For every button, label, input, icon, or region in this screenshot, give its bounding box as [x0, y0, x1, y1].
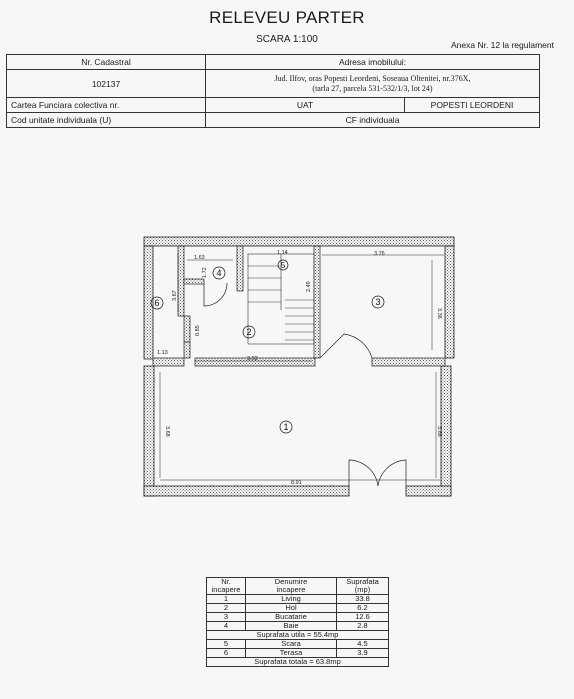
dimension-label: 3.76: [374, 251, 385, 257]
dimension-label: 1.14: [277, 250, 288, 256]
dimension-label: 0.85: [195, 325, 201, 336]
room-nr: 2: [207, 604, 246, 613]
room-nr: 5: [207, 640, 246, 649]
room-area: 2.8: [337, 622, 389, 631]
name-header: [246, 578, 337, 595]
dimension-lines: [160, 253, 444, 480]
room-area: 6.2: [337, 604, 389, 613]
nr-header: [207, 578, 246, 595]
cadastral-label: Nr. Cadastral: [7, 55, 206, 70]
room-area: 4.5: [337, 640, 389, 649]
nr-header-line1: Nr.: [221, 577, 231, 586]
dimension-label: 1.13: [157, 350, 168, 356]
area-header-line1: Suprafata: [346, 577, 379, 586]
area-header-line2: (mp): [354, 585, 371, 594]
room-name: Scara: [246, 640, 337, 649]
room-area: 12.6: [337, 613, 389, 622]
dimension-labels: [157, 250, 442, 486]
dimension-label: 1.63: [194, 255, 205, 261]
dimension-label: 1.72: [202, 267, 208, 278]
rooms-area-table: [206, 577, 389, 667]
page-title: RELEVEU PARTER: [209, 8, 365, 27]
room-number-2: 2: [246, 327, 252, 337]
room-number-6: 6: [154, 298, 160, 308]
address-label: Adresa imobilului:: [206, 55, 540, 70]
doors: [184, 283, 406, 486]
dimension-label: 2.49: [306, 281, 312, 292]
room-number-4: 4: [216, 268, 222, 278]
uat-value: POPESTI LEORDENI: [405, 98, 540, 113]
dimension-label: 3.67: [172, 290, 178, 301]
name-header-line1: Denumire: [274, 577, 308, 586]
uat-label: UAT: [206, 98, 405, 113]
useful-area-total: Suprafata utila = 55.4mp: [207, 631, 389, 640]
room-name: Hol: [246, 604, 337, 613]
address-line-2: (tarla 27, parcela 531-532/1/3, lot 24): [312, 83, 433, 93]
room-nr: 6: [207, 649, 246, 658]
area-header: [337, 578, 389, 595]
annex-label: Anexa Nr. 12 la regulament: [450, 40, 554, 50]
cadastral-number: 102137: [7, 70, 206, 98]
unit-code-label: Cod unitate individuala (U): [7, 113, 206, 128]
exterior-walls: [144, 237, 454, 496]
dimension-label: 3.68: [164, 426, 170, 437]
dimension-label: 3.36: [436, 308, 442, 319]
room-name: Terasa: [246, 649, 337, 658]
room-name: Bucatarie: [246, 613, 337, 622]
room-nr: 1: [207, 595, 246, 604]
dimension-label: 3.92: [247, 356, 258, 362]
nr-header-line2: incapere: [211, 585, 241, 594]
room-area: 3.9: [337, 649, 389, 658]
room-number-5: 5: [280, 261, 286, 270]
room-name: Baie: [246, 622, 337, 631]
room-number-1: 1: [283, 422, 289, 432]
cf-individual-label: CF individuala: [206, 113, 540, 128]
name-header-line2: incapere: [276, 585, 306, 594]
dimension-label: 3.86: [436, 426, 442, 437]
interior-walls: [153, 246, 445, 366]
room-name: Living: [246, 595, 337, 604]
total-area: Suprafata totala = 63.8mp: [207, 658, 389, 667]
dimension-label: 8.91: [291, 480, 302, 486]
room-area: 33.8: [337, 595, 389, 604]
cf-collective-label: Cartea Funciara colectiva nr.: [7, 98, 206, 113]
address-line-1: Jud. Ilfov, oras Popesti Leordeni, Soseaua Oltenitei, nr.376X,: [274, 73, 471, 83]
room-nr: 4: [207, 622, 246, 631]
room-nr: 3: [207, 613, 246, 622]
room-number-3: 3: [375, 297, 381, 307]
scale-label: SCARA 1:100: [256, 34, 318, 45]
